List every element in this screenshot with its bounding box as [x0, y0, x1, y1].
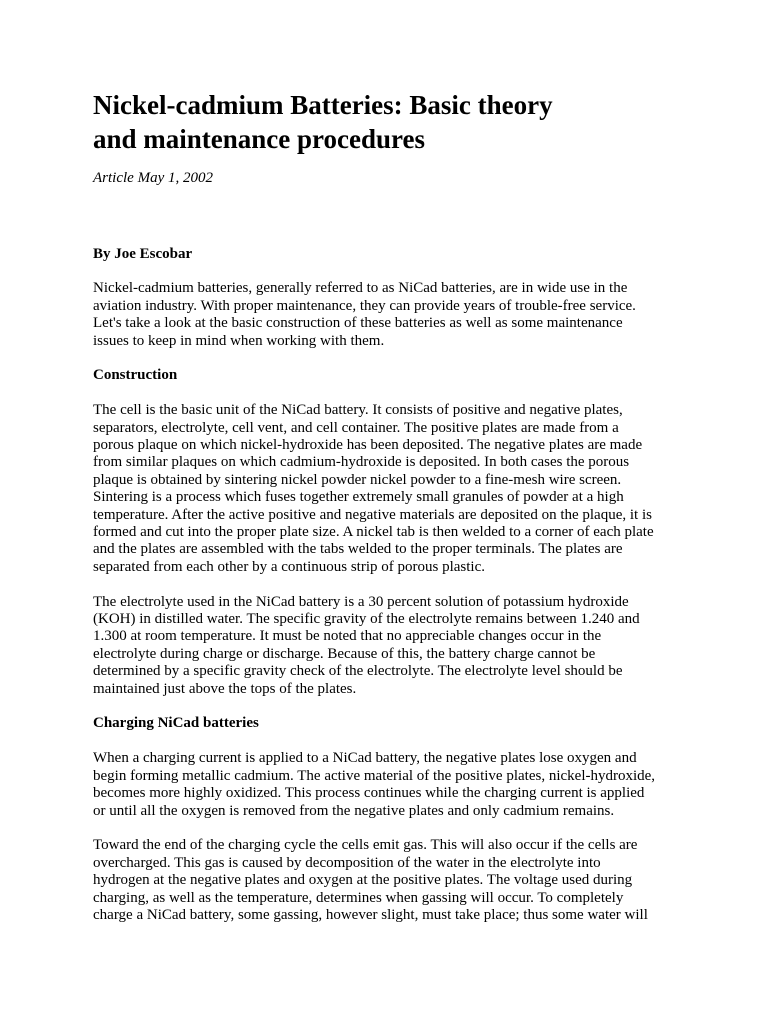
- text-line: becomes more highly oxidized. This process continues while the charging current is applied: [93, 785, 645, 802]
- text-line: The electrolyte used in the NiCad battery is a 30 percent solution of potassium hydroxide: [93, 593, 629, 610]
- text-line: charge a NiCad battery, some gassing, however slight, must take place; thus some water will: [93, 906, 648, 923]
- author-byline: By Joe Escobar: [93, 246, 193, 262]
- text-line: (KOH) in distilled water. The specific gravity of the electrolyte remains between 1.240 and: [93, 611, 640, 628]
- text-line: porous plaque on which nickel-hydroxide has been deposited. The negative plates are made: [93, 437, 643, 454]
- text-line: issues to keep in mind when working with them.: [93, 332, 385, 349]
- text-line: formed and cut into the proper plate size. A nickel tab is then welded to a corner of each plate: [93, 524, 654, 541]
- text-line: plaque is obtained by sintering nickel powder nickel powder to a fine-mesh wire screen.: [93, 471, 622, 488]
- text-line: When a charging current is applied to a NiCad battery, the negative plates lose oxygen and: [93, 750, 637, 767]
- text-line: separated from each other by a continuous strip of porous plastic.: [93, 558, 485, 575]
- text-line: Let's take a look at the basic construction of these batteries as well as some maintenance: [93, 315, 623, 332]
- paragraph-intro: [93, 280, 683, 350]
- section-heading-construction: Construction: [93, 367, 178, 384]
- text-line: The cell is the basic unit of the NiCad battery. It consists of positive and negative plates,: [93, 402, 623, 419]
- paragraph-construction-1: [93, 402, 683, 576]
- article-date: Article May 1, 2002: [93, 170, 213, 186]
- text-line: 1.300 at room temperature. It must be noted that no appreciable changes occur in the: [93, 628, 602, 645]
- text-line: Nickel-cadmium batteries, generally referred to as NiCad batteries, are in wide use in the: [93, 280, 628, 297]
- text-line: separators, electrolyte, cell vent, and cell container. The positive plates are made from a: [93, 419, 619, 436]
- section-heading-charging: Charging NiCad batteries: [93, 715, 259, 732]
- title-line-1: Nickel-cadmium Batteries: Basic theory: [93, 90, 553, 120]
- text-line: electrolyte during charge or discharge. Because of this, the battery charge cannot be: [93, 645, 596, 662]
- title-line-2: and maintenance procedures: [93, 124, 426, 154]
- text-line: Toward the end of the charging cycle the cells emit gas. This will also occur if the cells are: [93, 837, 638, 854]
- text-line: charging, as well as the temperature, determines when gassing will occur. To completely: [93, 889, 624, 906]
- text-line: from similar plaques on which cadmium-hydroxide is deposited. In both cases the porous: [93, 454, 630, 471]
- text-line: or until all the oxygen is removed from the negative plates and only cadmium remains.: [93, 802, 615, 819]
- text-line: Sintering is a process which fuses together extremely small granules of powder at a high: [93, 489, 624, 506]
- text-line: and the plates are assembled with the tabs welded to the proper terminals. The plates are: [93, 541, 623, 558]
- text-line: temperature. After the active positive and negative materials are deposited on the plaque, it is: [93, 506, 652, 523]
- article-title: [93, 88, 683, 156]
- paragraph-charging-1: [93, 750, 683, 820]
- paragraph-construction-2: [93, 594, 683, 698]
- paragraph-charging-2: [93, 837, 683, 924]
- document-page: [93, 88, 683, 924]
- text-line: maintained just above the tops of the plates.: [93, 680, 357, 697]
- text-line: begin forming metallic cadmium. The active material of the positive plates, nickel-hydroxide,: [93, 767, 656, 784]
- text-line: hydrogen at the negative plates and oxygen at the positive plates. The voltage used during: [93, 872, 633, 889]
- text-line: overcharged. This gas is caused by decomposition of the water in the electrolyte into: [93, 854, 601, 871]
- text-line: determined by a specific gravity check of the electrolyte. The electrolyte level should be: [93, 663, 623, 680]
- text-line: aviation industry. With proper maintenance, they can provide years of trouble-free service.: [93, 297, 636, 314]
